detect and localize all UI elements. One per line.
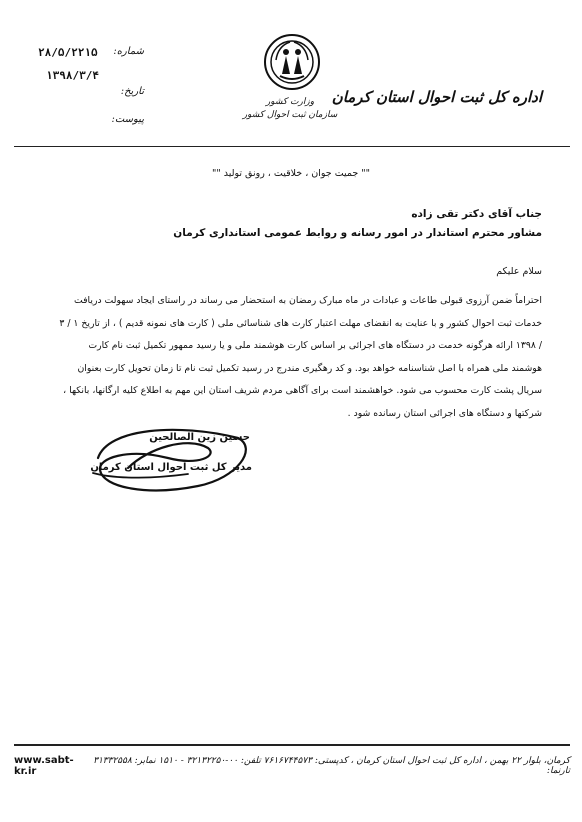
year-slogan: "" جمیت جوان ، خلاقیت ، رونق تولید "" — [211, 168, 371, 179]
signatory-title: مدیر کل ثبت احوال استان کرمان — [90, 462, 252, 473]
signatory-name: حسین زین الصالحین — [149, 432, 250, 443]
letter-number-value: ۲۸/۵/۲۲۱۵ — [38, 46, 98, 59]
letter-body — [37, 290, 542, 425]
handwritten-signature — [88, 418, 258, 498]
recipient-name: جناب آقای دکتر تقی زاده — [411, 208, 542, 220]
recipient-title: مشاور محترم استاندار در امور رسانه و روابط عمومی استانداری کرمان — [173, 227, 542, 239]
letter-date-value: ۱۳۹۸/۳/۴ — [46, 69, 99, 82]
body-line: خدمات ثبت احوال کشور و با عنایت به انقضای مهلت اعتبار کارت های شناسائی ملی ( کارت های نمونه قدیم ) ، از تاریخ ۱ / ۳ — [59, 317, 542, 329]
emblem-logo — [262, 32, 322, 92]
footer-address: کرمان، بلوار ۲۲ بهمن ، اداره کل ثبت احوال استان کرمان ، کدپستی: ۷۶۱۶۷۴۴۵۷۳ تلفن: ۰۰-۳۲۱۳۲۲۵۰ - ۱۵۱۰ نمابر: ۳۱۳۳۲۵۵۸ تارنما: — [93, 756, 570, 776]
letter-number-label: شماره: — [113, 46, 144, 57]
body-line: احتراماً ضمن آرزوی قبولی طاعات و عبادات در ماه مبارک رمضان به استحضار می رساند در راستای ایجاد سهولت دریافت — [73, 295, 542, 306]
body-line: هوشمند ملی همراه با اصل شناسنامه خواهد بود. و کد رهگیری مندرج در رسید تکمیل ثبت نام تا زمان تحویل کارت بعنوان — [77, 362, 542, 374]
footer-divider — [14, 744, 570, 746]
body-line: سریال پشت کارت محسوب می شود. خواهشمند است برای آگاهی مردم شریف استان این مهم به اطلاع کلیه ارگانها، بانکها ، — [63, 385, 542, 396]
ministry-caption — [230, 96, 350, 122]
greeting: سلام علیکم — [496, 266, 542, 277]
organization-title: اداره کل ثبت احوال استان کرمان — [331, 88, 542, 106]
body-line: / ۱۳۹۸ ارائه هرگونه خدمت در دستگاه های اجرائی بر اساس کارت هوشمند ملی و یا رسید ممهور تکمیل ثبت نام کارت — [88, 340, 542, 351]
letter-date-label: تاریخ: — [120, 86, 144, 97]
footer — [14, 755, 570, 777]
header-divider — [14, 146, 570, 147]
recipient-block — [173, 205, 542, 243]
body-line: شرکتها و دستگاه های اجرائی استان رسانده شود . — [347, 407, 542, 419]
ministry-line-2: سازمان ثبت احوال کشور — [242, 110, 338, 120]
ministry-line-1: وزارت کشور — [265, 97, 315, 107]
attachment-label: پیوست: — [111, 114, 144, 125]
website-link[interactable]: www.sabt-kr.ir — [14, 755, 74, 777]
